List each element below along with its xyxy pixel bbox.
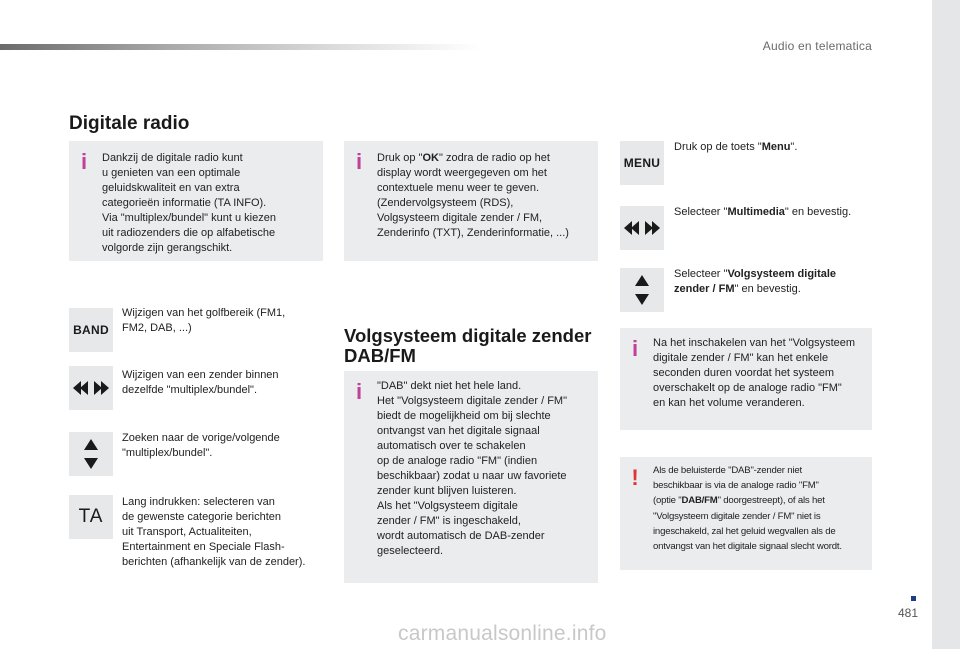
info-box-dab-coverage (344, 371, 598, 583)
info-text: Na het inschakelen van het "Volgsysteem digitale zender / FM" kan het enkele seconden duren voordat het systeem overschakelt op de analoge radio "FM" en kan het volume veranderen. (653, 337, 856, 409)
info-text: Druk op "OK" zodra de radio op het display wordt weergegeven om het contextuele menu weer te geven. (Zendervolgsysteem (RDS), Volgsysteem digitale zender / FM, Zenderinfo (TXT), Zenderinformatie, ...) (377, 152, 569, 239)
info-box-switch-delay (620, 328, 872, 430)
heading-digital-radio: Digitale radio (69, 113, 190, 134)
info-icon: i (355, 379, 363, 404)
section-title: Audio en telematica (762, 39, 872, 53)
info-box-ok (344, 141, 598, 261)
menu-button-icon: MENU (620, 141, 664, 185)
info-text: "DAB" dekt niet het hele land. Het "Volgsysteem digitale zender / FM" biedt de mogelijkheid om bij slechte ontvangst van het digitale signaal automatisch over te schakelen op de analoge radio "FM" (indien beschikbaar) zodat u naar uw favoriete zender kunt blijven luisteren. Als het "Volgsysteem digitale zender / FM" is ingeschakeld, wordt automatisch de DAB-zender geselecteerd. (377, 380, 568, 557)
ta-description: Lang indrukken: selecteren van de gewenste categorie berichten uit Transport, Actualiteiten, Entertainment en Speciale Flash- berichten (afhankelijk van de zender). (122, 496, 306, 568)
info-icon: i (631, 336, 639, 361)
page-marker (911, 596, 916, 601)
seek-description: Wijzigen van een zender binnen dezelfde "multiplex/bundel". (122, 369, 279, 396)
warning-box (620, 457, 872, 570)
info-icon: i (355, 149, 363, 174)
side-strip (932, 0, 960, 649)
follow-system-instruction: Selecteer "Volgsysteem digitale zender / FM" en bevestig. (674, 268, 837, 295)
multimedia-instruction: Selecteer "Multimedia" en bevestig. (674, 206, 852, 218)
watermark: carmanualsonline.info (398, 622, 607, 645)
seek-arrows-icon (69, 366, 113, 410)
warning-icon: ! (631, 465, 639, 490)
info-text: Dankzij de digitale radio kunt u genieten van een optimale geluidskwaliteit en van extra categorieën informatie (TA INFO). Via "multiplex/bundel" kunt u kiezen uit radiozenders die op alfabetische volgorde zijn gerangschikt. (102, 152, 276, 254)
menu-instruction: Druk op de toets "Menu". (674, 141, 798, 153)
band-description: Wijzigen van het golfbereik (FM1, FM2, DAB, ...) (122, 307, 286, 334)
info-icon: i (80, 149, 88, 174)
top-gradient-bar (0, 44, 480, 50)
page-number: 481 (897, 606, 918, 620)
search-multiplex-description: Zoeken naar de vorige/volgende "multiplex/bundel". (122, 432, 280, 459)
warning-text: Als de beluisterde "DAB"-zender niet beschikbaar is via de analoge radio "FM" (optie "DAB/FM" doorgestreept), of als het "Volgsysteem digitale zender / FM" niet is ingeschakeld, zal het geluid wegvallen als de ontvangst van het digitale signaal slecht wordt. (653, 465, 842, 553)
up-down-arrows-icon (620, 268, 664, 312)
heading-follow-dab-fm: Volgsysteem digitale zender DAB/FM (344, 325, 592, 366)
seek-arrows-icon (620, 206, 664, 250)
band-button-icon: BAND (69, 308, 113, 352)
up-down-arrows-icon (69, 432, 113, 476)
info-box-digital-radio (69, 141, 323, 261)
ta-button-icon: TA (69, 495, 113, 539)
